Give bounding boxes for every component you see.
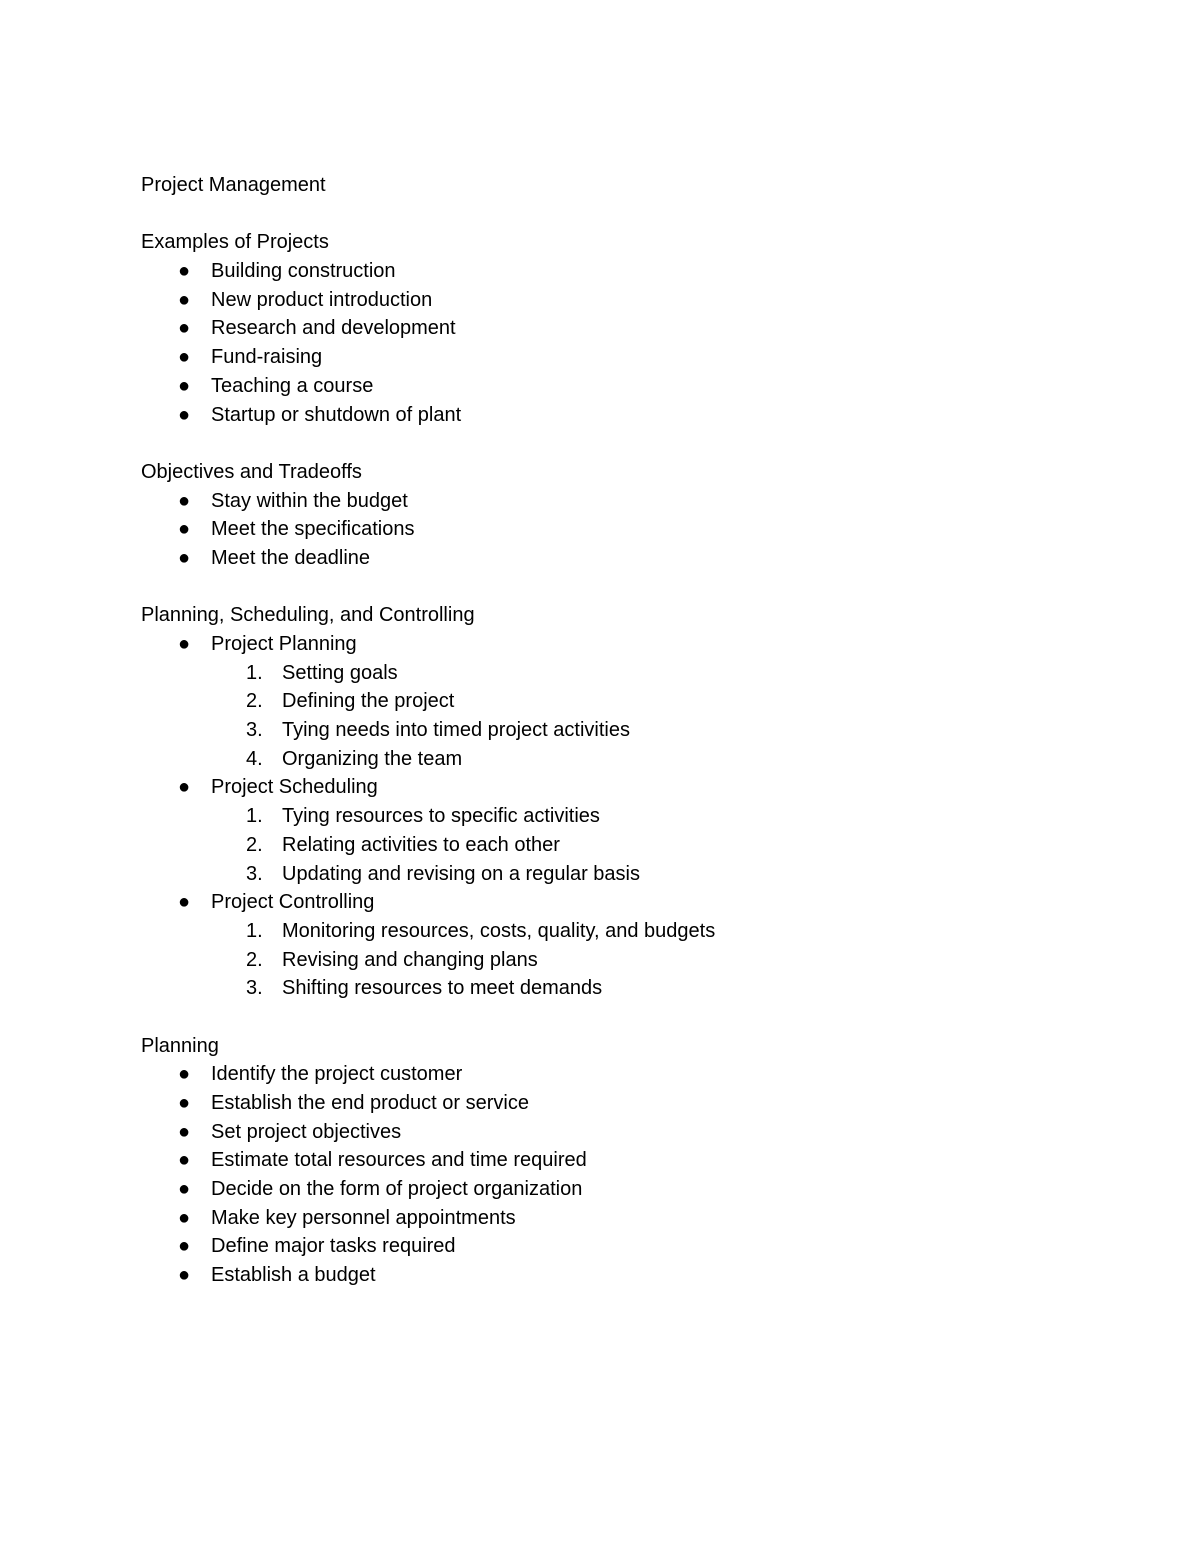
spacer xyxy=(141,573,1101,602)
bullet-icon: ● xyxy=(177,374,191,397)
list-item: ● Meet the specifications xyxy=(141,515,1101,544)
bullet-icon: ● xyxy=(177,518,191,541)
bullet-icon: ● xyxy=(177,1149,191,1172)
list-item: ● Stay within the budget xyxy=(141,487,1101,516)
list-item: ● Estimate total resources and time required xyxy=(141,1146,1101,1175)
list-item: ● Research and development xyxy=(141,314,1101,343)
numbered-item: 3. Shifting resources to meet demands xyxy=(246,977,603,1000)
document-page xyxy=(141,171,1101,1290)
bullet-icon: ● xyxy=(177,1264,191,1287)
bullet-icon: ● xyxy=(177,403,191,426)
list-item-project-scheduling: ● Project Scheduling xyxy=(141,773,1101,802)
bullet-icon: ● xyxy=(177,489,191,512)
list-item: ● Establish the end product or service xyxy=(141,1089,1101,1118)
numbered-item: 2. Defining the project xyxy=(246,690,455,713)
bullet-icon: ● xyxy=(177,891,191,914)
bullet-icon: ● xyxy=(177,776,191,799)
numbered-item: 1. Setting goals xyxy=(246,661,398,684)
list-item: ● Building construction xyxy=(141,257,1101,286)
section-heading-psc: Planning, Scheduling, and Controlling xyxy=(141,604,475,627)
spacer xyxy=(141,429,1101,458)
list-item: ● Startup or shutdown of plant xyxy=(141,401,1101,430)
list-item-project-planning: ● Project Planning xyxy=(141,630,1101,659)
spacer xyxy=(141,1003,1101,1032)
bullet-icon: ● xyxy=(177,546,191,569)
bullet-icon: ● xyxy=(177,260,191,283)
numbered-item: 3. Updating and revising on a regular basis xyxy=(246,862,640,885)
bullet-icon: ● xyxy=(177,1235,191,1258)
bullet-icon: ● xyxy=(177,1206,191,1229)
list-item: ● New product introduction xyxy=(141,286,1101,315)
numbered-item: 3. Tying needs into timed project activities xyxy=(246,719,630,742)
bullet-icon: ● xyxy=(177,1120,191,1143)
list-item: ● Define major tasks required xyxy=(141,1232,1101,1261)
section-heading-examples: Examples of Projects xyxy=(141,231,329,254)
bullet-icon: ● xyxy=(177,1178,191,1201)
numbered-item: 2. Revising and changing plans xyxy=(246,948,538,971)
bullet-icon: ● xyxy=(177,633,191,655)
list-item: ● Meet the deadline xyxy=(141,544,1101,573)
bullet-icon: ● xyxy=(177,288,191,311)
list-item: ● Decide on the form of project organization xyxy=(141,1175,1101,1204)
bullet-icon: ● xyxy=(177,1063,191,1086)
list-item: ● Teaching a course xyxy=(141,372,1101,401)
bullet-icon: ● xyxy=(177,1092,191,1114)
list-item: ● Identify the project customer xyxy=(141,1060,1101,1089)
section-heading-planning: Planning xyxy=(141,1034,219,1057)
section-heading-objectives: Objectives and Tradeoffs xyxy=(141,460,362,483)
numbered-item: 1. Tying resources to specific activities xyxy=(246,805,600,828)
list-item-project-controlling: ● Project Controlling xyxy=(141,888,1101,917)
spacer xyxy=(141,200,1101,229)
list-item: ● Establish a budget xyxy=(141,1261,1101,1290)
numbered-item: 4. Organizing the team xyxy=(246,747,463,770)
list-item: ● Set project objectives xyxy=(141,1118,1101,1147)
document-title: Project Management xyxy=(141,174,326,196)
bullet-icon: ● xyxy=(177,346,191,369)
bullet-icon: ● xyxy=(177,317,191,340)
list-item: ● Make key personnel appointments xyxy=(141,1204,1101,1233)
list-item: ● Fund-raising xyxy=(141,343,1101,372)
numbered-item: 1. Monitoring resources, costs, quality, and budgets xyxy=(246,919,716,942)
numbered-item: 2. Relating activities to each other xyxy=(246,833,560,856)
